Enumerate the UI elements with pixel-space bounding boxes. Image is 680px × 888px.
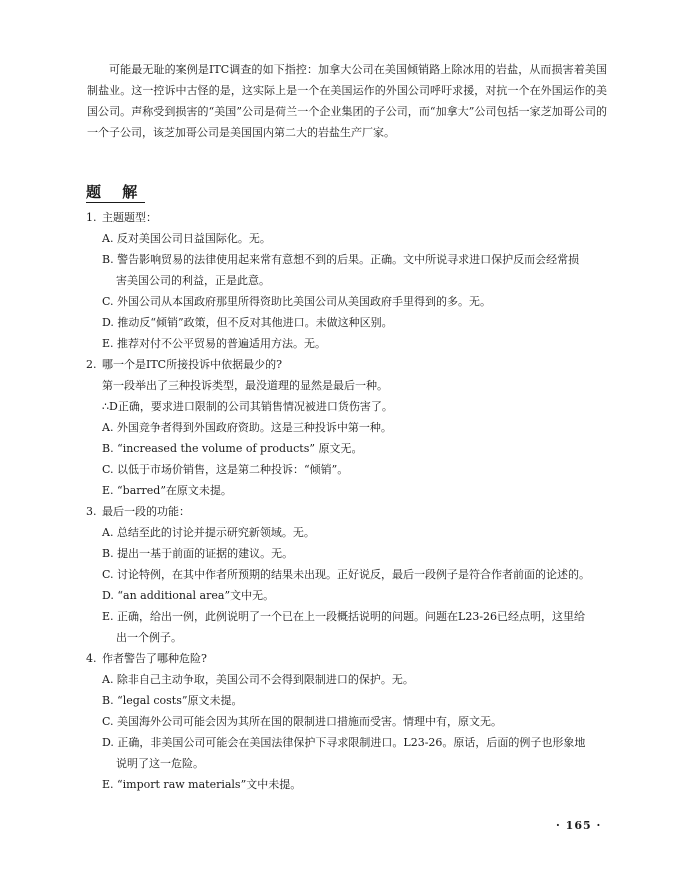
q1-option-e: E. 推荐对付不公平贸易的普遍适用方法。无。 (102, 337, 327, 350)
q3-option-e-continued: 出一个例子。 (116, 631, 182, 644)
q1-option-b: B. 警告影响贸易的法律使用起来常有意想不到的后果。正确。文中所说寻求进口保护反而会经常损 (102, 253, 580, 266)
intro-paragraph: 可能最无耻的案例是ITC调查的如下指控：加拿大公司在美国倾销路上除冰用的岩盐，从而损害着美国制盐业。这一控诉中古怪的是，这实际上是一个在美国运作的外国公司呼吁求援，对抗一个在外国运作的美国公司。声称受到损害的“美国”公司是荷兰一个企业集团的子公司，而“加拿大”公司包括一家芝加哥公司的一个子公司，该芝加哥公司是美国国内第二大的岩盐生产厂家。 (87, 63, 607, 139)
question-text: 最后一段的功能： (102, 505, 190, 518)
q4-option-a: A. 除非自己主动争取，美国公司不会得到限制进口的保护。无。 (102, 673, 414, 686)
answer-explanations (86, 207, 610, 795)
q2-option-c: C. 以低于市场价销售，这是第二种投诉：“倾销”。 (102, 463, 349, 476)
q4-option-d-continued: 说明了这一危险。 (116, 757, 204, 770)
q1-option-b-continued: 害美国公司的利益，正是此意。 (116, 274, 270, 287)
question-number: 3. (86, 505, 97, 518)
q2-note-1: 第一段举出了三种投诉类型，最没道理的显然是最后一种。 (102, 379, 388, 392)
q2-option-a: A. 外国竞争者得到外国政府资助。这是三种投诉中第一种。 (102, 421, 392, 434)
q4-option-d: D. 正确，非美国公司可能会在美国法律保护下寻求限制进口。L23-26。原话，后面的例子也形象地 (102, 736, 586, 749)
q3-option-a: A. 总结至此的讨论并提示研究新领域。无。 (102, 526, 315, 539)
q1-option-c: C. 外国公司从本国政府那里所得资助比美国公司从美国政府手里得到的多。无。 (102, 295, 492, 308)
q2-option-b: B. “increased the volume of products” 原文无。 (102, 442, 363, 455)
question-1 (86, 207, 610, 228)
q3-option-c: C. 讨论特例，在其中作者所预期的结果未出现。正好说反，最后一段例子是符合作者前面的论述的。 (102, 568, 591, 581)
question-number: 1. (86, 211, 97, 224)
question-text: 作者警告了哪种危险? (102, 652, 207, 665)
q3-option-b: B. 提出一基于前面的证据的建议。无。 (102, 547, 294, 560)
question-3 (86, 501, 610, 522)
question-text: 主题题型： (102, 211, 157, 224)
q1-option-d: D. 推动反“倾销”政策，但不反对其他进口。未做这种区别。 (102, 316, 393, 329)
q2-option-e: E. “barred”在原文未提。 (102, 484, 232, 497)
q4-option-c: C. 美国海外公司可能会因为其所在国的限制进口措施而受害。情理中有，原文无。 (102, 715, 503, 728)
q4-option-e: E. “import raw materials”文中未提。 (102, 778, 302, 791)
q3-option-d: D. “an additional area”文中无。 (102, 589, 275, 602)
section-title: 题 解 (86, 183, 146, 201)
q4-option-b: B. “legal costs”原文未提。 (102, 694, 243, 707)
question-text: 哪一个是ITC所接投诉中依据最少的? (102, 358, 282, 371)
question-2 (86, 354, 610, 375)
question-number: 4. (86, 652, 97, 665)
page-number: · 165 · (556, 819, 602, 832)
question-number: 2. (86, 358, 97, 371)
question-4 (86, 648, 610, 669)
q3-option-e: E. 正确，给出一例，此例说明了一个已在上一段概括说明的问题。问题在L23-26已经点明，这里给 (102, 610, 586, 623)
q2-note-2: ∴D正确，要求进口限制的公司其销售情况被进口货伤害了。 (102, 400, 393, 413)
q1-option-a: A. 反对美国公司日益国际化。无。 (102, 232, 271, 245)
